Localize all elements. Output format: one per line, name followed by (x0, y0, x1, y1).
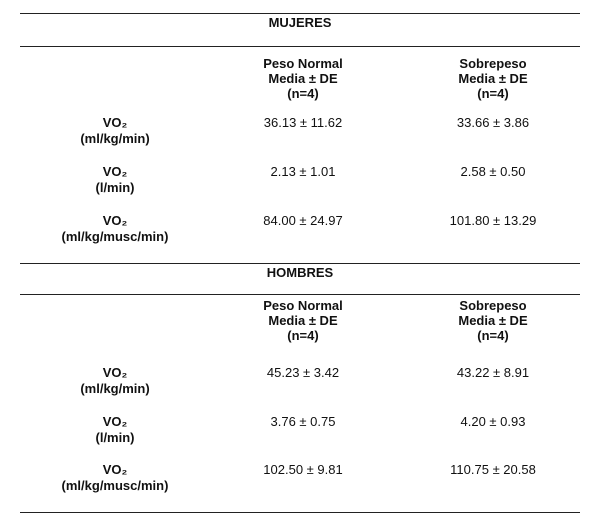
row-label-line: VO₂ (102, 164, 128, 179)
col-header-line: Media ± DE (268, 313, 338, 328)
row-label-line: (ml/kg/musc/min) (61, 229, 169, 244)
row-label-line: VO₂ (102, 115, 128, 130)
col-header-sobrepeso-hombres (403, 298, 583, 343)
col-header-peso-normal-hombres (213, 298, 393, 343)
cell-value: 2.13 ± 1.01 (270, 164, 336, 179)
row-label-mujeres-3 (20, 213, 210, 245)
col-header-peso-normal-mujeres (213, 56, 393, 101)
row-label-line: (ml/kg/min) (80, 381, 150, 396)
cell-value: 43.22 ± 8.91 (456, 365, 530, 380)
bottom-rule (20, 512, 580, 513)
cell-value: 84.00 ± 24.97 (263, 213, 343, 228)
row-label-line: (l/min) (95, 180, 135, 195)
col-header-line: Media ± DE (268, 71, 338, 86)
cell-value: 102.50 ± 9.81 (263, 462, 343, 477)
top-rule (20, 13, 580, 14)
row-label-line: VO₂ (102, 462, 128, 477)
row-label-line: VO₂ (102, 414, 128, 429)
section-title-mujeres: MUJERES (268, 15, 332, 30)
col-header-sobrepeso-mujeres (403, 56, 583, 101)
row-label-hombres-2 (20, 414, 210, 446)
col-header-line: Media ± DE (458, 313, 528, 328)
cell-value: 110.75 ± 20.58 (450, 462, 536, 477)
col-header-line: Peso Normal (263, 298, 343, 313)
row-label-line: (l/min) (95, 430, 135, 445)
col-header-line: (n=4) (477, 328, 509, 343)
col-header-line: Sobrepeso (459, 298, 527, 313)
rule-below-mujeres-title (20, 46, 580, 47)
cell-value: 4.20 ± 0.93 (460, 414, 526, 429)
row-label-line: (ml/kg/musc/min) (61, 478, 169, 493)
rule-below-hombres-title (20, 294, 580, 295)
col-header-line: Sobrepeso (459, 56, 527, 71)
cell-value: 101.80 ± 13.29 (449, 213, 537, 228)
row-label-mujeres-1 (20, 115, 210, 147)
cell-value: 3.76 ± 0.75 (270, 414, 336, 429)
rule-above-hombres-title (20, 263, 580, 264)
col-header-line: (n=4) (287, 328, 319, 343)
row-label-mujeres-2 (20, 164, 210, 196)
row-label-line: VO₂ (102, 365, 128, 380)
col-header-line: Media ± DE (458, 71, 528, 86)
row-label-hombres-3 (20, 462, 210, 494)
cell-value: 45.23 ± 3.42 (266, 365, 340, 380)
cell-value: 33.66 ± 3.86 (456, 115, 530, 130)
row-label-hombres-1 (20, 365, 210, 397)
section-title-hombres: HOMBRES (266, 265, 334, 280)
row-label-line: VO₂ (102, 213, 128, 228)
col-header-line: (n=4) (477, 86, 509, 101)
col-header-line: Peso Normal (263, 56, 343, 71)
cell-value: 2.58 ± 0.50 (460, 164, 526, 179)
row-label-line: (ml/kg/min) (80, 131, 150, 146)
cell-value: 36.13 ± 11.62 (263, 115, 343, 130)
col-header-line: (n=4) (287, 86, 319, 101)
